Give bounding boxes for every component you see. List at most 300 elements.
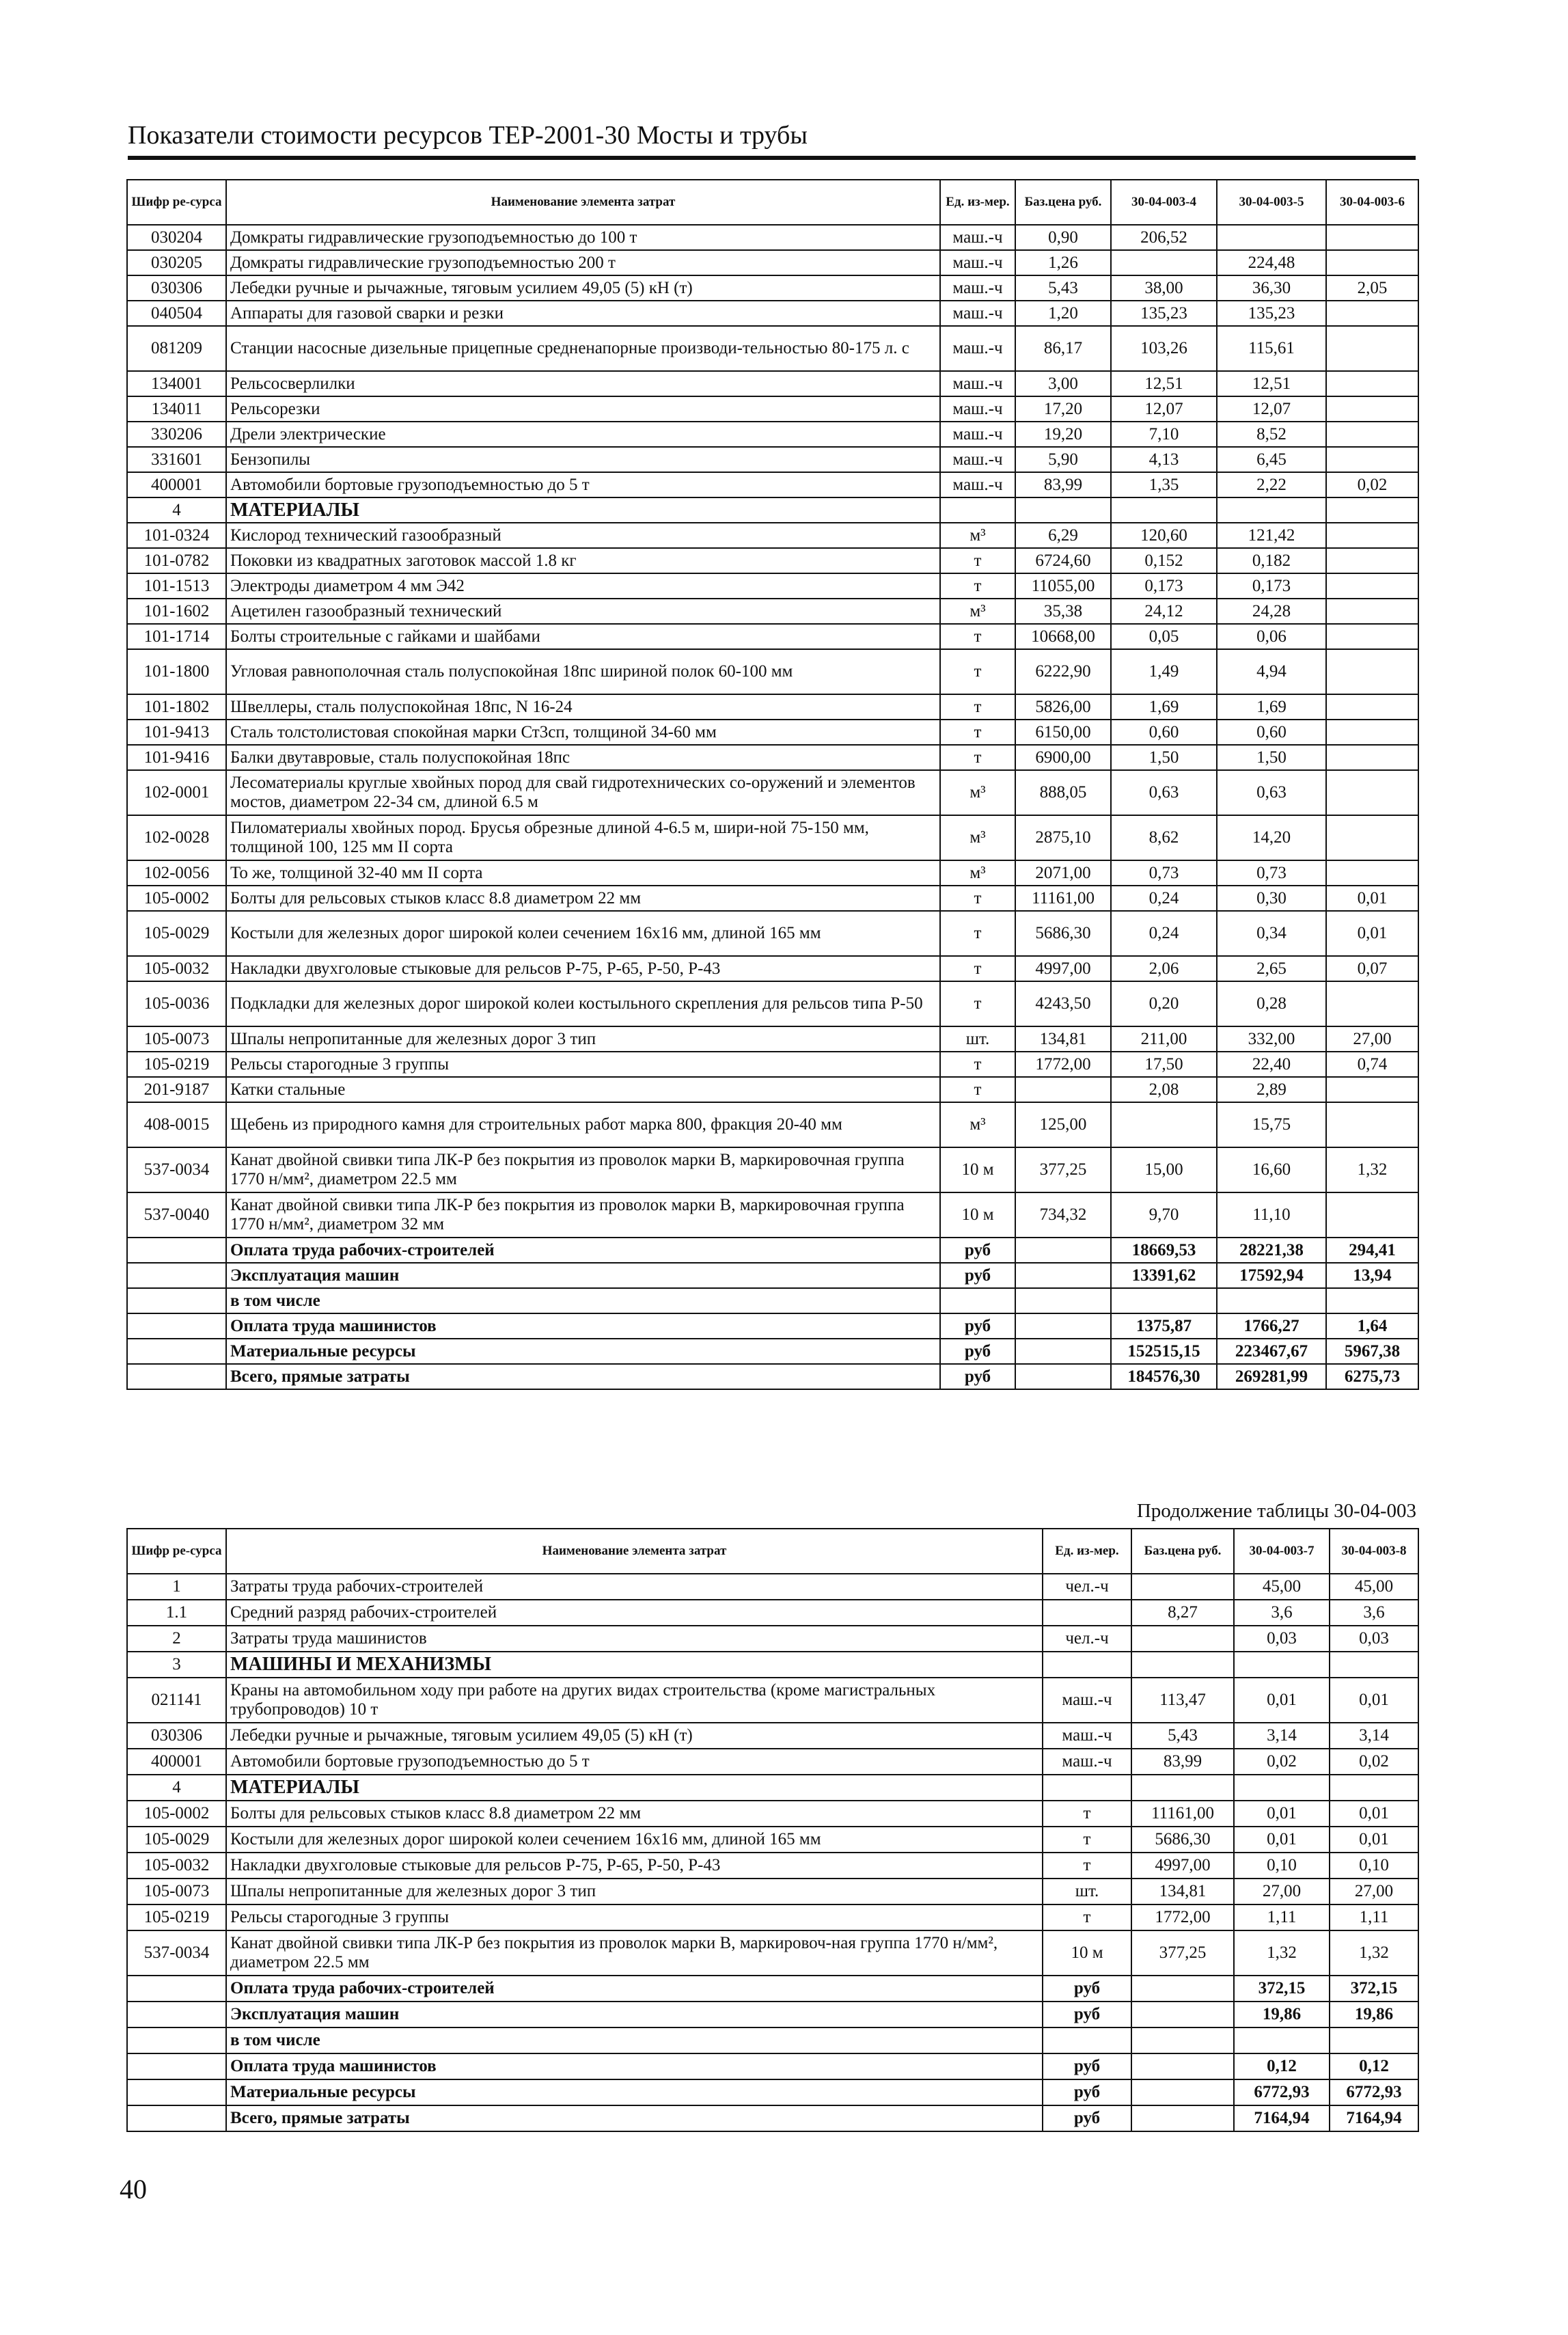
cell-value: 2,06 bbox=[1111, 956, 1217, 981]
cell-name: Затраты труда машинистов bbox=[226, 1626, 1043, 1652]
cell-value: 12,07 bbox=[1111, 396, 1217, 422]
cell-value: 372,15 bbox=[1330, 1976, 1418, 2002]
table-row bbox=[127, 326, 1418, 371]
cell-code: 101-1602 bbox=[127, 599, 226, 624]
page-title: Показатели стоимости ресурсов ТЕР-2001-30 Мосты и трубы bbox=[128, 121, 808, 150]
cell-price bbox=[1015, 1339, 1111, 1364]
cell-value bbox=[1326, 745, 1418, 770]
cell-value: 0,63 bbox=[1217, 770, 1326, 815]
cell-value bbox=[1330, 1652, 1418, 1678]
cell-value: 0,03 bbox=[1330, 1626, 1418, 1652]
cell-value: 2,22 bbox=[1217, 472, 1326, 497]
cell-value bbox=[1326, 1077, 1418, 1102]
cell-code bbox=[127, 1238, 226, 1263]
cell-value: 372,15 bbox=[1234, 1976, 1330, 2002]
cell-price: 5,43 bbox=[1015, 275, 1111, 301]
cell-unit: чел.-ч bbox=[1043, 1574, 1131, 1600]
cell-name: Кислород технический газообразный bbox=[226, 523, 940, 548]
cell-price: 35,38 bbox=[1015, 599, 1111, 624]
cell-name: Шпалы непропитанные для железных дорог 3 тип bbox=[226, 1026, 940, 1052]
cell-value: 0,74 bbox=[1326, 1052, 1418, 1077]
cell-code: 4 bbox=[127, 497, 226, 523]
cell-name: Рельсы старогодные 3 группы bbox=[226, 1904, 1043, 1930]
cell-code: 101-0324 bbox=[127, 523, 226, 548]
cell-value: 7164,94 bbox=[1330, 2105, 1418, 2131]
cell-name: Пиломатериалы хвойных пород. Брусья обрезные длиной 4-6.5 м, шири-ной 75-150 мм, толщиной 100, 125 мм II сорта bbox=[226, 815, 940, 860]
cell-value bbox=[1330, 1775, 1418, 1801]
cell-value: 0,02 bbox=[1330, 1749, 1418, 1775]
cell-price: 377,25 bbox=[1131, 1930, 1234, 1976]
cell-unit: руб bbox=[1043, 2002, 1131, 2027]
cell-code: 105-0219 bbox=[127, 1052, 226, 1077]
cell-name: Балки двутавровые, сталь полуспокойная 18пс bbox=[226, 745, 940, 770]
cell-price: 1,26 bbox=[1015, 250, 1111, 275]
cell-value: 1,35 bbox=[1111, 472, 1217, 497]
column-header-unit: Ед. из-мер. bbox=[1043, 1529, 1131, 1574]
cell-code: 331601 bbox=[127, 447, 226, 472]
column-header-code: Шифр ре-сурса bbox=[127, 180, 226, 225]
cell-value: 0,12 bbox=[1330, 2053, 1418, 2079]
table-row bbox=[127, 599, 1418, 624]
cell-unit: чел.-ч bbox=[1043, 1626, 1131, 1652]
cell-value bbox=[1217, 225, 1326, 250]
cell-price bbox=[1131, 2027, 1234, 2053]
cell-code: 021141 bbox=[127, 1678, 226, 1723]
table-row bbox=[127, 1904, 1418, 1930]
cell-value: 115,61 bbox=[1217, 326, 1326, 371]
cell-value: 332,00 bbox=[1217, 1026, 1326, 1052]
cell-value: 8,62 bbox=[1111, 815, 1217, 860]
cell-price bbox=[1015, 1364, 1111, 1389]
section-row bbox=[127, 497, 1418, 523]
cell-unit: т bbox=[1043, 1827, 1131, 1853]
cell-value bbox=[1326, 599, 1418, 624]
cell-unit: м³ bbox=[940, 523, 1015, 548]
cell-value: 1375,87 bbox=[1111, 1313, 1217, 1339]
cell-unit bbox=[1043, 1652, 1131, 1678]
cell-value: 2,08 bbox=[1111, 1077, 1217, 1102]
cell-unit: т bbox=[1043, 1801, 1131, 1827]
cell-name: Дрели электрические bbox=[226, 422, 940, 447]
cell-value: 3,14 bbox=[1330, 1723, 1418, 1749]
cell-unit: т bbox=[1043, 1904, 1131, 1930]
table-header-row bbox=[127, 180, 1418, 225]
cell-value bbox=[1217, 497, 1326, 523]
cell-value bbox=[1234, 1775, 1330, 1801]
cell-unit bbox=[940, 1288, 1015, 1313]
cell-price: 6222,90 bbox=[1015, 649, 1111, 694]
cell-name: Станции насосные дизельные прицепные средненапорные производи-тельностью 80-175 л. с bbox=[226, 326, 940, 371]
cell-value: 27,00 bbox=[1330, 1879, 1418, 1904]
cell-value: 9,70 bbox=[1111, 1192, 1217, 1238]
cell-unit: маш.-ч bbox=[940, 472, 1015, 497]
cell-name: То же, толщиной 32-40 мм II сорта bbox=[226, 860, 940, 886]
cell-price bbox=[1015, 1263, 1111, 1288]
page-number: 40 bbox=[120, 2174, 147, 2204]
cell-value bbox=[1326, 649, 1418, 694]
cell-unit: руб bbox=[1043, 2053, 1131, 2079]
cell-code: 537-0040 bbox=[127, 1192, 226, 1238]
cell-unit: 10 м bbox=[940, 1147, 1015, 1192]
cell-price: 377,25 bbox=[1015, 1147, 1111, 1192]
summary-row bbox=[127, 1313, 1418, 1339]
table-row bbox=[127, 745, 1418, 770]
cell-value: 1,11 bbox=[1330, 1904, 1418, 1930]
cell-price: 4243,50 bbox=[1015, 981, 1111, 1026]
cell-value: 0,173 bbox=[1111, 573, 1217, 599]
cell-price: 5,90 bbox=[1015, 447, 1111, 472]
cell-unit: шт. bbox=[1043, 1879, 1131, 1904]
cell-value: 0,60 bbox=[1111, 720, 1217, 745]
table-row bbox=[127, 1600, 1418, 1626]
cell-value: 0,06 bbox=[1217, 624, 1326, 649]
column-header-name: Наименование элемента затрат bbox=[226, 1529, 1043, 1574]
cell-code: 1.1 bbox=[127, 1600, 226, 1626]
cell-price: 0,90 bbox=[1015, 225, 1111, 250]
cell-price bbox=[1131, 2079, 1234, 2105]
page-header bbox=[128, 120, 1416, 160]
cell-value: 211,00 bbox=[1111, 1026, 1217, 1052]
table-row bbox=[127, 1853, 1418, 1879]
cell-value: 0,24 bbox=[1111, 911, 1217, 956]
table-row bbox=[127, 1930, 1418, 1976]
column-header-name: Наименование элемента затрат bbox=[226, 180, 940, 225]
resource-cost-table-continuation bbox=[126, 1528, 1419, 2132]
cell-name: Всего, прямые затраты bbox=[226, 1364, 940, 1389]
cell-name: Шпалы непропитанные для железных дорог 3 тип bbox=[226, 1879, 1043, 1904]
cell-code bbox=[127, 1364, 226, 1389]
cell-value: 24,28 bbox=[1217, 599, 1326, 624]
resource-cost-table bbox=[126, 179, 1419, 1390]
cell-code: 537-0034 bbox=[127, 1147, 226, 1192]
summary-row bbox=[127, 2002, 1418, 2027]
cell-code: 105-0032 bbox=[127, 1853, 226, 1879]
cell-value: 0,01 bbox=[1330, 1678, 1418, 1723]
cell-value bbox=[1234, 2027, 1330, 2053]
table-row bbox=[127, 396, 1418, 422]
cell-name: Сталь толстолистовая спокойная марки Ст3сп, толщиной 34-60 мм bbox=[226, 720, 940, 745]
table-row bbox=[127, 1052, 1418, 1077]
table-row bbox=[127, 860, 1418, 886]
cell-price bbox=[1015, 497, 1111, 523]
cell-name: Костыли для железных дорог широкой колеи сечением 16x16 мм, длиной 165 мм bbox=[226, 1827, 1043, 1853]
cell-price: 8,27 bbox=[1131, 1600, 1234, 1626]
cell-code: 400001 bbox=[127, 1749, 226, 1775]
cell-value: 3,6 bbox=[1330, 1600, 1418, 1626]
cell-value: 6772,93 bbox=[1330, 2079, 1418, 2105]
cell-value bbox=[1326, 250, 1418, 275]
cell-value: 6,45 bbox=[1217, 447, 1326, 472]
cell-code: 105-0029 bbox=[127, 1827, 226, 1853]
cell-price: 86,17 bbox=[1015, 326, 1111, 371]
cell-name: Автомобили бортовые грузоподъемностью до 5 т bbox=[226, 472, 940, 497]
cell-name: МАШИНЫ И МЕХАНИЗМЫ bbox=[226, 1652, 1043, 1678]
cell-unit: руб bbox=[940, 1263, 1015, 1288]
cell-code: 537-0034 bbox=[127, 1930, 226, 1976]
cell-price: 113,47 bbox=[1131, 1678, 1234, 1723]
cell-price bbox=[1131, 1574, 1234, 1600]
cell-value: 11,10 bbox=[1217, 1192, 1326, 1238]
table-row bbox=[127, 1077, 1418, 1102]
section-row bbox=[127, 1652, 1418, 1678]
column-header-variant: 30-04-003-5 bbox=[1217, 180, 1326, 225]
cell-unit: т bbox=[940, 956, 1015, 981]
cell-value: 13391,62 bbox=[1111, 1263, 1217, 1288]
cell-unit: т bbox=[940, 649, 1015, 694]
cell-name: Материальные ресурсы bbox=[226, 1339, 940, 1364]
cell-unit: шт. bbox=[940, 1026, 1015, 1052]
cell-name: в том числе bbox=[226, 2027, 1043, 2053]
cell-value bbox=[1326, 447, 1418, 472]
cell-name: Автомобили бортовые грузоподъемностью до 5 т bbox=[226, 1749, 1043, 1775]
cell-value: 224,48 bbox=[1217, 250, 1326, 275]
cell-name: Рельсосверлилки bbox=[226, 371, 940, 396]
cell-code bbox=[127, 2105, 226, 2131]
table-row bbox=[127, 1879, 1418, 1904]
cell-price: 6900,00 bbox=[1015, 745, 1111, 770]
cell-value bbox=[1326, 301, 1418, 326]
cell-unit: т bbox=[940, 1077, 1015, 1102]
cell-code: 101-9416 bbox=[127, 745, 226, 770]
cell-code: 101-0782 bbox=[127, 548, 226, 573]
cell-code: 030306 bbox=[127, 275, 226, 301]
table-row bbox=[127, 1626, 1418, 1652]
cell-value: 38,00 bbox=[1111, 275, 1217, 301]
cell-name: Угловая равнополочная сталь полуспокойная 18пс шириной полок 60-100 мм bbox=[226, 649, 940, 694]
cell-code: 408-0015 bbox=[127, 1102, 226, 1147]
cell-code: 105-0073 bbox=[127, 1879, 226, 1904]
cell-value bbox=[1111, 497, 1217, 523]
cell-code: 134011 bbox=[127, 396, 226, 422]
cell-code: 102-0056 bbox=[127, 860, 226, 886]
cell-value: 19,86 bbox=[1330, 2002, 1418, 2027]
summary-row bbox=[127, 1339, 1418, 1364]
cell-value: 14,20 bbox=[1217, 815, 1326, 860]
cell-code: 101-9413 bbox=[127, 720, 226, 745]
table-row bbox=[127, 523, 1418, 548]
cell-unit: маш.-ч bbox=[1043, 1749, 1131, 1775]
cell-unit: т bbox=[940, 1052, 1015, 1077]
cell-code: 105-0219 bbox=[127, 1904, 226, 1930]
cell-value: 1,64 bbox=[1326, 1313, 1418, 1339]
cell-value bbox=[1326, 396, 1418, 422]
cell-value: 12,51 bbox=[1111, 371, 1217, 396]
cell-value: 27,00 bbox=[1326, 1026, 1418, 1052]
cell-code: 102-0028 bbox=[127, 815, 226, 860]
table-row bbox=[127, 694, 1418, 720]
cell-name: Поковки из квадратных заготовок массой 1.8 кг bbox=[226, 548, 940, 573]
cell-price bbox=[1131, 2105, 1234, 2131]
column-header-unit: Ед. из-мер. bbox=[940, 180, 1015, 225]
cell-value: 6772,93 bbox=[1234, 2079, 1330, 2105]
cell-price: 11161,00 bbox=[1015, 886, 1111, 911]
cell-value bbox=[1111, 250, 1217, 275]
cell-value: 0,30 bbox=[1217, 886, 1326, 911]
cell-name: МАТЕРИАЛЫ bbox=[226, 1775, 1043, 1801]
cell-name: Лесоматериалы круглые хвойных пород для свай гидротехнических со-оружений и элементов мостов, диаметром 22-34 см, длиной 6.5 м bbox=[226, 770, 940, 815]
cell-value: 1766,27 bbox=[1217, 1313, 1326, 1339]
summary-row bbox=[127, 1238, 1418, 1263]
cell-value: 0,02 bbox=[1234, 1749, 1330, 1775]
cell-code: 101-1513 bbox=[127, 573, 226, 599]
table-row bbox=[127, 649, 1418, 694]
cell-value: 1,50 bbox=[1217, 745, 1326, 770]
cell-value: 0,24 bbox=[1111, 886, 1217, 911]
cell-value: 45,00 bbox=[1330, 1574, 1418, 1600]
cell-value: 0,01 bbox=[1326, 886, 1418, 911]
cell-value: 18669,53 bbox=[1111, 1238, 1217, 1263]
cell-unit bbox=[1043, 2027, 1131, 2053]
cell-name: Средний разряд рабочих-строителей bbox=[226, 1600, 1043, 1626]
cell-code: 3 bbox=[127, 1652, 226, 1678]
cell-code: 201-9187 bbox=[127, 1077, 226, 1102]
cell-unit: м³ bbox=[940, 1102, 1015, 1147]
cell-value: 5967,38 bbox=[1326, 1339, 1418, 1364]
cell-name: Эксплуатация машин bbox=[226, 1263, 940, 1288]
cell-unit: руб bbox=[1043, 1976, 1131, 2002]
cell-price: 11161,00 bbox=[1131, 1801, 1234, 1827]
cell-value: 1,69 bbox=[1111, 694, 1217, 720]
cell-unit: 10 м bbox=[940, 1192, 1015, 1238]
cell-unit: м³ bbox=[940, 815, 1015, 860]
cell-unit: т bbox=[940, 745, 1015, 770]
cell-name: Всего, прямые затраты bbox=[226, 2105, 1043, 2131]
cell-name: Щебень из природного камня для строительных работ марка 800, фракция 20-40 мм bbox=[226, 1102, 940, 1147]
table-row bbox=[127, 981, 1418, 1026]
cell-value: 4,94 bbox=[1217, 649, 1326, 694]
cell-price: 1,20 bbox=[1015, 301, 1111, 326]
cell-code: 400001 bbox=[127, 472, 226, 497]
cell-price: 5,43 bbox=[1131, 1723, 1234, 1749]
summary-row bbox=[127, 1263, 1418, 1288]
cell-value: 7,10 bbox=[1111, 422, 1217, 447]
cell-value bbox=[1326, 770, 1418, 815]
cell-code: 102-0001 bbox=[127, 770, 226, 815]
cell-value: 1,69 bbox=[1217, 694, 1326, 720]
cell-name: Домкраты гидравлические грузоподъемностью 200 т bbox=[226, 250, 940, 275]
column-header-variant: 30-04-003-4 bbox=[1111, 180, 1217, 225]
cell-value bbox=[1326, 624, 1418, 649]
table-row bbox=[127, 573, 1418, 599]
table-row bbox=[127, 301, 1418, 326]
cell-code: 4 bbox=[127, 1775, 226, 1801]
cell-price bbox=[1131, 2002, 1234, 2027]
cell-value: 0,12 bbox=[1234, 2053, 1330, 2079]
cell-price: 2071,00 bbox=[1015, 860, 1111, 886]
table-row bbox=[127, 472, 1418, 497]
cell-code: 1 bbox=[127, 1574, 226, 1600]
cell-value: 12,07 bbox=[1217, 396, 1326, 422]
table-row bbox=[127, 1749, 1418, 1775]
cell-value: 0,01 bbox=[1234, 1827, 1330, 1853]
cell-value: 2,89 bbox=[1217, 1077, 1326, 1102]
cell-value: 0,02 bbox=[1326, 472, 1418, 497]
cell-unit: маш.-ч bbox=[1043, 1723, 1131, 1749]
cell-value: 1,11 bbox=[1234, 1904, 1330, 1930]
cell-code: 101-1802 bbox=[127, 694, 226, 720]
cell-value bbox=[1326, 1192, 1418, 1238]
cell-unit: т bbox=[940, 720, 1015, 745]
cell-value: 24,12 bbox=[1111, 599, 1217, 624]
cell-value: 0,10 bbox=[1330, 1853, 1418, 1879]
table-row bbox=[127, 447, 1418, 472]
cell-unit: маш.-ч bbox=[940, 396, 1015, 422]
cell-name: Болты для рельсовых стыков класс 8.8 диаметром 22 мм bbox=[226, 886, 940, 911]
cell-unit: т bbox=[940, 624, 1015, 649]
cell-value: 121,42 bbox=[1217, 523, 1326, 548]
cell-value: 17592,94 bbox=[1217, 1263, 1326, 1288]
cell-name: Накладки двухголовые стыковые для рельсов Р-75, Р-65, Р-50, Р-43 bbox=[226, 1853, 1043, 1879]
cell-value: 103,26 bbox=[1111, 326, 1217, 371]
cell-code bbox=[127, 1339, 226, 1364]
table-row bbox=[127, 1801, 1418, 1827]
cell-price: 6,29 bbox=[1015, 523, 1111, 548]
cell-value: 0,73 bbox=[1217, 860, 1326, 886]
cell-price: 2875,10 bbox=[1015, 815, 1111, 860]
cell-value: 135,23 bbox=[1111, 301, 1217, 326]
cell-value: 120,60 bbox=[1111, 523, 1217, 548]
cell-name: Оплата труда машинистов bbox=[226, 2053, 1043, 2079]
cell-name: Болты для рельсовых стыков класс 8.8 диаметром 22 мм bbox=[226, 1801, 1043, 1827]
cell-value bbox=[1326, 860, 1418, 886]
column-header-price: Баз.цена руб. bbox=[1015, 180, 1111, 225]
cell-value: 152515,15 bbox=[1111, 1339, 1217, 1364]
cell-unit: маш.-ч bbox=[940, 422, 1015, 447]
table-row bbox=[127, 720, 1418, 745]
cell-unit: маш.-ч bbox=[940, 371, 1015, 396]
cell-value: 0,182 bbox=[1217, 548, 1326, 573]
cell-code: 105-0073 bbox=[127, 1026, 226, 1052]
table-row bbox=[127, 1026, 1418, 1052]
cell-code bbox=[127, 2079, 226, 2105]
cell-code: 105-0036 bbox=[127, 981, 226, 1026]
cell-value: 0,01 bbox=[1234, 1801, 1330, 1827]
cell-price bbox=[1015, 1077, 1111, 1102]
cell-value: 45,00 bbox=[1234, 1574, 1330, 1600]
table-row bbox=[127, 1723, 1418, 1749]
table-row bbox=[127, 275, 1418, 301]
cell-price bbox=[1015, 1238, 1111, 1263]
cell-name: Подкладки для железных дорог широкой колеи костыльного скрепления для рельсов типа Р-50 bbox=[226, 981, 940, 1026]
summary-row bbox=[127, 1976, 1418, 2002]
cell-unit: маш.-ч bbox=[940, 250, 1015, 275]
cell-value: 19,86 bbox=[1234, 2002, 1330, 2027]
cell-value bbox=[1326, 1102, 1418, 1147]
cell-value bbox=[1326, 815, 1418, 860]
cell-price bbox=[1131, 1652, 1234, 1678]
cell-price: 10668,00 bbox=[1015, 624, 1111, 649]
cell-value: 2,05 bbox=[1326, 275, 1418, 301]
cell-name: Домкраты гидравлические грузоподъемностью до 100 т bbox=[226, 225, 940, 250]
cell-price: 5686,30 bbox=[1015, 911, 1111, 956]
cell-name: Оплата труда рабочих-строителей bbox=[226, 1238, 940, 1263]
cell-price: 125,00 bbox=[1015, 1102, 1111, 1147]
table-row bbox=[127, 1147, 1418, 1192]
cell-price bbox=[1131, 2053, 1234, 2079]
cell-value: 13,94 bbox=[1326, 1263, 1418, 1288]
cell-value: 0,152 bbox=[1111, 548, 1217, 573]
cell-code bbox=[127, 1288, 226, 1313]
cell-unit: маш.-ч bbox=[940, 301, 1015, 326]
cell-value: 184576,30 bbox=[1111, 1364, 1217, 1389]
cell-value: 1,49 bbox=[1111, 649, 1217, 694]
table-row bbox=[127, 770, 1418, 815]
cell-unit: м³ bbox=[940, 860, 1015, 886]
cell-price: 3,00 bbox=[1015, 371, 1111, 396]
cell-unit: руб bbox=[940, 1339, 1015, 1364]
cell-unit bbox=[1043, 1775, 1131, 1801]
cell-unit bbox=[940, 497, 1015, 523]
